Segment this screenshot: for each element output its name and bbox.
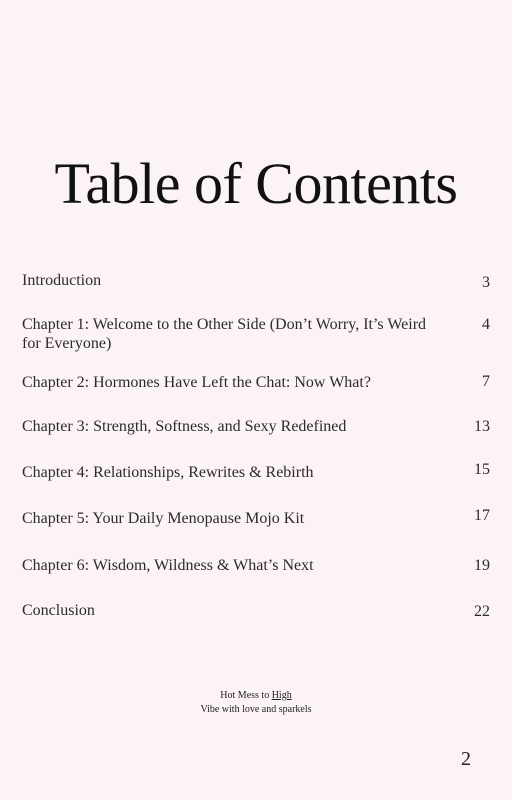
toc-entry-page: 3: [482, 274, 490, 291]
page-title: Table of Contents: [54, 151, 458, 216]
toc-entry-page: 4: [482, 316, 490, 333]
footer-title-link[interactable]: High: [271, 690, 292, 701]
toc-entry-label: Chapter 3: Strength, Softness, and Sexy Redefined: [22, 418, 347, 435]
toc-entry-label: Chapter 4: Relationships, Rewrites & Rebirth: [22, 464, 314, 481]
toc-entry-page: 13: [474, 418, 490, 435]
toc-entry-label: Chapter 2: Hormones Have Left the Chat: Now What?: [22, 374, 371, 391]
toc-entry-page: 17: [474, 507, 490, 524]
toc-entry-label: Chapter 5: Your Daily Menopause Mojo Kit: [22, 510, 305, 527]
footer-line-1: [0, 689, 512, 703]
toc-entry-label: Introduction: [22, 272, 102, 289]
toc-entry-label: Conclusion: [22, 602, 95, 619]
toc-entry-page: 22: [474, 603, 490, 620]
toc-entry-page: 7: [482, 373, 490, 390]
footer-tagline: Vibe with love and sparkels: [200, 704, 312, 715]
footer-title-prefix: Hot Mess to: [220, 690, 272, 701]
footer: [0, 689, 512, 717]
toc-entry-page: 19: [474, 557, 490, 574]
page-number: 2: [461, 748, 471, 770]
toc-entry-label: Chapter 6: Wisdom, Wildness & What’s Next: [22, 557, 314, 574]
toc-entry-page: 15: [474, 461, 490, 478]
toc-entry-label: Chapter 1: Welcome to the Other Side (Don’t Worry, It’s Weird for Everyone): [22, 316, 427, 352]
